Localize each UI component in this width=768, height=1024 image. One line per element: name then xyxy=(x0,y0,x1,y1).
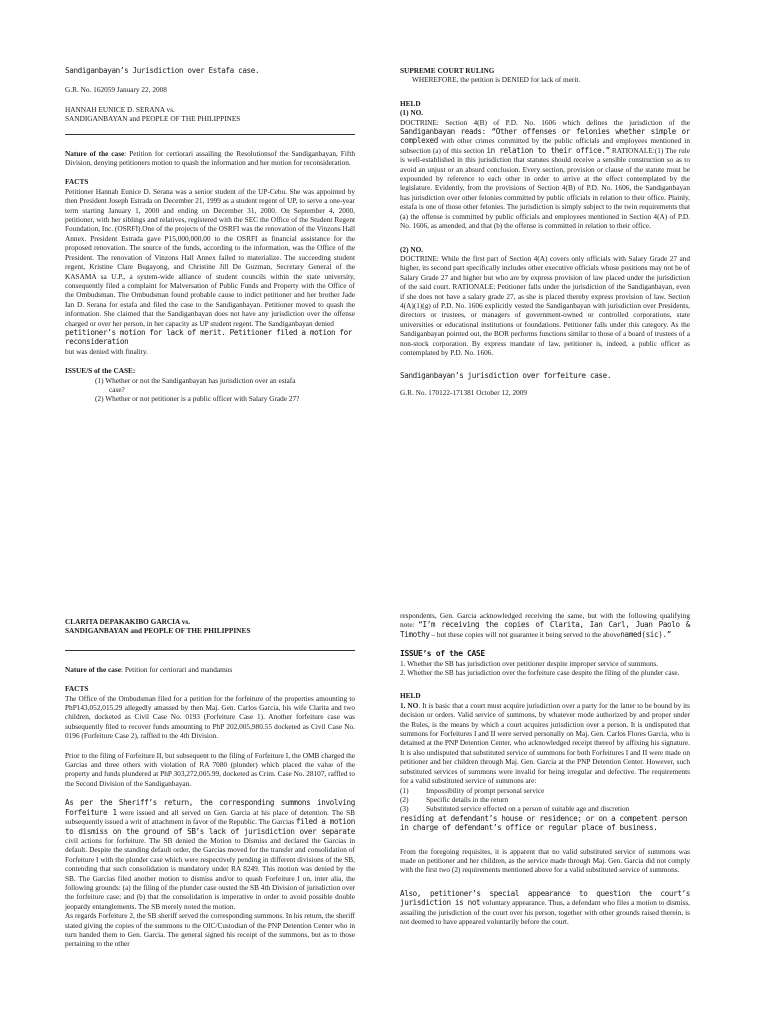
case1-issues-heading: ISSUE/S of the CASE: xyxy=(65,366,136,376)
case1-title: Sandiganbayan’s Jurisdiction over Estafa case. xyxy=(65,66,260,75)
held-1-text: DOCTRINE: Section 4(B) of P.D. No. 1606 which defines the jurisdiction of the Sandiganbayan reads: “Other offenses or felonies whether simple or complexed with other crimes committed by the public officials and employees mentioned in subsection (a) of this section in relation to their office.” RATIONALE:(1) The rule is well-established in this jurisdiction that statutes should receive a sensible construction so as to avoid an unjust or an absurd conclusion. Every section, provision or clause of the statute must be expounded by reference to each other in order to arrive at the effect contemplated by the legislature. Evidently, from the provisions of Section 4(B) of P.D. No. 1606, the Sandiganbayan has jurisdiction over other felonies committed by public officials in relation to their office. Plainly, estafa is one of those other felonies. The jurisdiction is simply subject to the twin requirements that (a) the offense is committed by public officials and employees mentioned in Section 4(A) of P.D. No. 1606, as amended, and that (b) the offense is committed in relation to their office. xyxy=(400,117,690,231)
case1-issue-1: (1) Whether or not the Sandiganbayan has jurisdiction over an estafa xyxy=(95,375,296,385)
case1-left-column xyxy=(65,66,355,404)
case2-foregoing: From the foregoing requisites, it is apparent that no valid substituted service of summons was made on petitioner and her children, as the service made through Maj. Gen. Garcia did not comply with the first two (2) requirements mentioned above for a valid substituted service of summons. xyxy=(400,846,690,875)
case1-facts-end: but was denied with finality. xyxy=(65,346,148,356)
case2-parties-2: SANDIGANBAYAN and PEOPLE OF THE PHILIPPINES xyxy=(65,626,251,636)
case1-gr: G.R. No. 162059 January 22, 2008 xyxy=(65,85,167,95)
requirement-3-cont: residing at defendant’s house or residence; or on a competent person in charge of defendant’s office or regular place of business. xyxy=(400,813,688,833)
held-2-text: DOCTRINE: While the first part of Section 4(A) covers only officials with Salary Grade 27 and higher, its second part specifically includes other executive officials whose positions may not be of Salary Grade 27 and higher but who are by express provision of law placed under the jurisdiction of the said court. RATIONALE: Petitioner falls under the jurisdiction of the Sandiganbayan, even if she does not have a salary grade 27, as she is placed thereby express provision of law. Section 4(A)(1)(g) of P.D. No. 1606 explicitly vested the Sandiganbayan with jurisdiction over Presidents, directors or trustees, or managers of government-owned or controlled corporations, state universities or educational institutions or foundations. Petitioner falls under this category. As the Sandiganbayan pointed out, the BOR performs functions similar to those of a board of trustees of a non-stock corporation. By express mandate of law, petitioner is, indeed, a public officer as contemplated by P.D. No. 1606. xyxy=(400,253,690,357)
held-1-heading: (1) NO. xyxy=(400,108,424,118)
case2-facts-4: As regards Forfeiture 2, the SB sheriff served the corresponding summons. In his return, the sheriff stated giving the copies of the summons to the OIC/Custodian of the PNP Detention Center who in turn handed them to Gen. Garcia. The general signed his receipt of the summons, but as to those pertaining to the other xyxy=(65,911,355,949)
case2-held-heading: HELD xyxy=(400,691,421,701)
case2a-title: Sandiganbayan’s jurisdiction over forfeiture case. xyxy=(400,371,612,381)
case1-nature: Nature of the case: Petition for certiorari assailing the Resolutionsof the Sandiganbayan, Fifth Division, denying petitioners motion to quash the information and her motion for reconsideration. xyxy=(65,148,355,168)
case1-facts-heading: FACTS xyxy=(65,177,89,187)
case2-left-column xyxy=(65,617,355,949)
requirement-2: (2) Specific details in the return xyxy=(400,794,509,804)
case2-facts-3: As per the Sheriff’s return, the corresponding summons involving Forfeiture 1 were issued and all served on Gen. Garcia at his place of detention. The SB subsequently issued a writ of attachment in favor of the Republic. The Garcias filed a motion to dismiss on the ground of SB’s lack of jurisdiction over separate civil actions for forfeiture. The SB denied the Motion to Dismiss and declared the Garcias in default. Despite the standing default order, the Garcias moved for the transfer and consolidation of Forfeiture I with the plunder case which were respectively pending in different divisions of the SB, contending that such consolidation is mandatory under RA 8249. This motion was denied by the SB. The Garcias filed another motion to dismiss and/or to quash Forfeiture I on, inter alia, the following grounds: (a) the filing of the plunder case ousted the SB 4th Division of jurisdiction over the forfeiture case; and (b) that the consolidation is imperative in order to avoid possible double jeopardy entanglements. The SB merely noted the motion. xyxy=(65,798,355,911)
held-2-heading: (2) NO. xyxy=(400,244,424,254)
case1-issue-1-cont: case? xyxy=(109,384,125,394)
case1-issue-2: (2) Whether or not petitioner is a public officer with Salary Grade 27? xyxy=(95,394,300,404)
case1-parties-1: HANNAH EUNICE D. SERANA vs. xyxy=(65,104,175,114)
case1-facts-text: Petitioner Hannah Eunice D. Serana was a senior student of the UP-Cebu. She was appointed by then President Joseph Estrada on December 21, 1999 as a student regent of UP, to serve a one-year term starting January 1, 2000 and ending on December 31, 2000. On September 4, 2000, petitioner, with her siblings and relatives, registered with the SEC the Office of the Student Regent Foundation, Inc. (OSRFI).One of the projects of the OSRFI was the renovation of the Vinzons Hall Annex. President Estrada gave P15,000,000.00 to the OSRFI as financial assistance for the proposed renovation. The source of the funds, according to the information, was the Office of the President. The renovation of Vinzons Hall Annex failed to materialize. The succeeding student regent, Kristine Clare Bugayong, and Christine Jill De Guzman, Secretary General of the KASAMA sa U.P., a system-wide alliance of student councils within the state university, consequently filed a complaint for Malversation of Public Funds and Property with the Office of the Ombudsman. The Ombudsman found probable cause to indict petitioner and her brother Jade Ian D. Serana for estafa and filed the case to the Sandiganbayan. Petitioner moved to quash the information. She claimed that the Sandiganbayan does not have any jurisdiction over the offense charged or over her person, in her capacity as UP student regent. The Sandiganbayan denied xyxy=(65,186,355,328)
case2a-gr: G.R. No. 170122-171381 October 12, 2009 xyxy=(400,387,528,397)
case2-divider xyxy=(65,650,355,651)
case2-issue-2: 2. Whether the SB has jurisdiction over the forfeiture case despite the filing of the plunder case. xyxy=(400,668,680,678)
case2-facts-2: Prior to the filing of Forfeiture II, but subsequent to the filing of Forfeiture I, the OMB charged the Garcias and three others with violation of RA 7080 (plunder) which placed the value of the property and funds plundered at PhP 303,272,005.99, docketed as Crim. Case No. 28107, raffled to the Second Division of the Sandiganbayan. xyxy=(65,750,355,788)
ruling-text: WHEREFORE, the petition is DENIED for lack of merit. xyxy=(412,75,581,85)
case2-facts-1: The Office of the Ombudsman filed for a petition for the forfeiture of the properties amounting to PhP143,052,015.29 allegedly amassed by then Maj. Gen. Carlos Garcia, his wife Clarita and two children, docketed as Civil Case No. 0193 (Forfeiture Case 1). Another forfeiture case was subsequently filed to recover funds amounting to PhP 202,005,980.55 docketed as Civil Case No. 0196 (Forfeiture Case 2), raffled to the 4th Division. xyxy=(65,693,355,741)
case2-parties-1: CLARITA DEPAKAKIBO GARCIA vs. xyxy=(65,617,191,626)
ruling-heading: SUPREME COURT RULING xyxy=(400,66,495,75)
case1-facts-handwritten: petitioner’s motion for lack of merit. Petitioner filed a motion for reconsideration xyxy=(65,327,353,347)
requirement-3: (3) Substituted service effected on a person of suitable age and discretion xyxy=(400,804,630,814)
case2-nature: Nature of the case: Petition for certiorari and mandamus xyxy=(65,664,233,674)
case2-cont: respondents, Gen. Garcia acknowledged receiving the same, but with the following qualifying note: “I’m receiving the copies of Clarita, Ian Carl, Juan Paolo & Timothy – but these copies will not guarantee it being served to the abovenamed(sic).” xyxy=(400,611,690,639)
case2-appearance: Also, petitioner’s special appearance to question the court’s jurisdiction is not voluntary appearance. Thus, a defendant who files a motion to dismiss, assailing the jurisdiction of the court over his person, together with other grounds raised therein, is not deemed to have appeared voluntarily before the court. xyxy=(400,888,690,926)
case2-right-column xyxy=(400,611,690,926)
case2-issues-heading: ISSUE’s of the CASE xyxy=(400,649,485,659)
requirement-1: (1) Impossibility of prompt personal service xyxy=(400,785,545,795)
case1-parties-2: SANDIGANBAYAN and PEOPLE OF THE PHILIPPINES xyxy=(65,114,241,124)
case2-issue-1: 1. Whether the SB has jurisdiction over petitioner despite improper service of summons. xyxy=(400,658,659,668)
case1-divider xyxy=(65,134,355,135)
case2-held-text: 1. NO. It is basic that a court must acquire jurisdiction over a party for the latter to be bound by its decision or orders. Valid service of summons, by whatever mode authorized by and proper under the Rules, is the means by which a court acquires jurisdiction over a person. It is undisputed that summons for Forfeitures I and II were served personally on Maj. Gen. Carlos Flores Garcia, who is detained at the PNP Detention Center, who acknowledged receipt thereof by affixing his signature. It is also undisputed that substituted service of summons for both Forfeitures I and II were made on petitioner and her children through Maj. Gen. Garcia at the PNP Detention Center. However, such substituted services of summons were invalid for being irregular and defective. The requirements for a valid substituted service of summons are: xyxy=(400,700,690,786)
case2-facts-heading: FACTS xyxy=(65,684,89,694)
case1-right-column xyxy=(400,66,690,397)
held-heading: HELD xyxy=(400,98,421,108)
